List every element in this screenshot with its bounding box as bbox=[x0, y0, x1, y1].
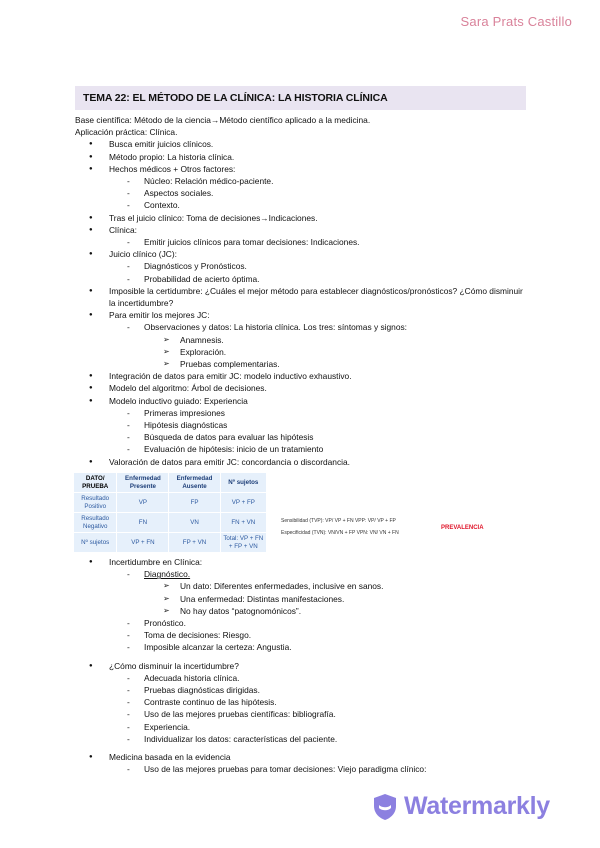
dash-item bbox=[75, 260, 530, 272]
arrow-item bbox=[75, 346, 530, 358]
arrow-item bbox=[75, 580, 530, 592]
table-header: DATO/ PRUEBA bbox=[74, 473, 117, 493]
text-line bbox=[75, 114, 530, 126]
bullet-item bbox=[75, 151, 530, 163]
line-text: Pronóstico. bbox=[144, 618, 186, 629]
dash-item bbox=[75, 617, 530, 629]
dash-item bbox=[75, 407, 530, 419]
line-text: Uso de las mejores pruebas científicas: bibliografía. bbox=[144, 709, 336, 720]
dash-item bbox=[75, 273, 530, 285]
table-cell: FN + VN bbox=[220, 513, 266, 533]
bullet-item bbox=[75, 309, 530, 321]
dash-item bbox=[75, 568, 530, 580]
table-header: Enfermedad Presente bbox=[117, 473, 169, 493]
line-text: Imposible la certidumbre: ¿Cuáles el mejor método para establecer diagnósticos/pronósticos? ¿Cómo disminuir la incertidumbre? bbox=[109, 285, 523, 309]
line-text: Diagnóstico. bbox=[144, 569, 191, 580]
line-text: Método propio: La historia clínica. bbox=[109, 151, 235, 162]
dash-item bbox=[75, 629, 530, 641]
table-header-row bbox=[74, 473, 267, 493]
line-text: Juicio clínico (JC): bbox=[109, 249, 177, 260]
arrow-item bbox=[75, 334, 530, 346]
line-text: Contraste continuo de las hipótesis. bbox=[144, 697, 277, 708]
line-text: ¿Cómo disminuir la incertidumbre? bbox=[109, 660, 239, 671]
notes-top bbox=[75, 114, 530, 468]
line-text: Búsqueda de datos para evaluar las hipótesis bbox=[144, 432, 314, 443]
line-text: Hipótesis diagnósticas bbox=[144, 420, 228, 431]
table-row bbox=[74, 513, 267, 533]
dash-item bbox=[75, 721, 530, 733]
dash-item bbox=[75, 431, 530, 443]
line-text: Contexto. bbox=[144, 200, 180, 211]
line-text: Exploración. bbox=[180, 346, 227, 357]
dash-item bbox=[75, 672, 530, 684]
bullet-item bbox=[75, 370, 530, 382]
line-text: Adecuada historia clínica. bbox=[144, 672, 240, 683]
line-text: Primeras impresiones bbox=[144, 407, 225, 418]
line-text: Un dato: Diferentes enfermedades, inclusive en sanos. bbox=[180, 581, 384, 592]
diagnostic-table bbox=[73, 472, 267, 553]
text-line bbox=[75, 126, 530, 138]
bullet-item bbox=[75, 224, 530, 236]
watermark bbox=[372, 792, 550, 821]
line-text: Incertidumbre en Clínica: bbox=[109, 557, 203, 567]
table-header: Nº sujetos bbox=[220, 473, 266, 493]
dash-item bbox=[75, 763, 530, 775]
dash-item bbox=[75, 733, 530, 745]
table-row bbox=[74, 493, 267, 513]
table-cell: FP bbox=[169, 493, 220, 513]
dash-item bbox=[75, 236, 530, 248]
bullet-item bbox=[75, 212, 530, 224]
arrow-item bbox=[75, 358, 530, 370]
dash-item bbox=[75, 187, 530, 199]
arrow-item bbox=[75, 605, 530, 617]
table-cell: Total: VP + FN + FP + VN bbox=[220, 533, 266, 553]
line-text: Aspectos sociales. bbox=[144, 188, 214, 199]
table-cell: FN bbox=[117, 513, 169, 533]
line-text: Diagnósticos y Pronósticos. bbox=[144, 261, 247, 272]
line-text: Una enfermedad: Distintas manifestaciones. bbox=[180, 593, 345, 604]
line-text: Imposible alcanzar la certeza: Angustia. bbox=[144, 642, 292, 653]
table-cell: FP + VN bbox=[169, 533, 220, 553]
line-text: Individualizar los datos: características del paciente. bbox=[144, 733, 338, 744]
watermark-text: Watermarkly bbox=[404, 792, 550, 820]
line-text: No hay datos “patognomónicos”. bbox=[180, 605, 302, 616]
page-title: TEMA 22: EL MÉTODO DE LA CLÍNICA: LA HISTORIA CLÍNICA bbox=[83, 92, 388, 104]
table-cell: Resultado Negativo bbox=[74, 513, 117, 533]
line-text: Toma de decisiones: Riesgo. bbox=[144, 630, 252, 641]
shield-icon bbox=[372, 793, 398, 821]
line-text: Modelo inductivo guiado: Experiencia bbox=[109, 395, 248, 406]
line-text: Probabilidad de acierto óptima. bbox=[144, 273, 260, 284]
line-text: Medicina basada en la evidencia bbox=[109, 752, 231, 763]
table-cell: VP + FN bbox=[117, 533, 169, 553]
dash-item bbox=[75, 443, 530, 455]
dash-item bbox=[75, 321, 530, 333]
formula-sensitivity: Sensibilidad (TVP): VP/ VP + FN VPP: VP/ VP + FP bbox=[281, 518, 396, 524]
line-text: Experiencia. bbox=[144, 721, 191, 732]
line-text: Modelo del algoritmo: Árbol de decisiones. bbox=[109, 383, 267, 394]
line-text: Uso de las mejores pruebas para tomar decisiones: Viejo paradigma clínico: bbox=[144, 764, 427, 775]
bullet-item bbox=[75, 138, 530, 150]
dash-item bbox=[75, 175, 530, 187]
dash-item bbox=[75, 684, 530, 696]
bullet-item bbox=[75, 751, 530, 763]
table-cell: Nº sujetos bbox=[74, 533, 117, 553]
bullet-item bbox=[75, 395, 530, 407]
line-text: Tras el juicio clínico: Toma de decisiones→Indicaciones. bbox=[109, 212, 318, 223]
line-text: Pruebas diagnósticas dirigidas. bbox=[144, 685, 260, 696]
table-cell: VP bbox=[117, 493, 169, 513]
bullet-item bbox=[75, 556, 530, 568]
line-text: Evaluación de hipótesis: inicio de un tratamiento bbox=[144, 444, 324, 455]
bullet-item bbox=[75, 163, 530, 175]
table-header: Enfermedad Ausente bbox=[169, 473, 220, 493]
line-text: Pruebas complementarias. bbox=[180, 359, 280, 370]
bullet-item bbox=[75, 285, 530, 309]
dash-item bbox=[75, 708, 530, 720]
arrow-item bbox=[75, 593, 530, 605]
formula-specificity: Especificidad (TVN): VN/VN + FP VPN: VN/ VN + FN bbox=[281, 530, 399, 536]
line-text: Observaciones y datos: La historia clínica. Los tres: síntomas y signos: bbox=[144, 322, 408, 333]
dash-item bbox=[75, 641, 530, 653]
line-text: Para emitir los mejores JC: bbox=[109, 310, 210, 321]
table-cell: VP + FP bbox=[220, 493, 266, 513]
line-text: Núcleo: Relación médico-paciente. bbox=[144, 176, 274, 187]
line-text: Emitir juicios clínicos para tomar decisiones: Indicaciones. bbox=[144, 237, 360, 248]
table-cell: Resultado Positivo bbox=[74, 493, 117, 513]
dash-item bbox=[75, 199, 530, 211]
notes-bottom bbox=[75, 556, 530, 775]
author-name: Sara Prats Castillo bbox=[460, 14, 572, 29]
line-text: Integración de datos para emitir JC: modelo inductivo exhaustivo. bbox=[109, 371, 352, 382]
line-text: Busca emitir juicios clínicos. bbox=[109, 139, 214, 150]
table-row bbox=[74, 533, 267, 553]
line-text: Clínica: bbox=[109, 224, 137, 235]
bullet-item bbox=[75, 660, 530, 672]
line-text: Aplicación práctica: Clínica. bbox=[75, 127, 178, 138]
bullet-item bbox=[75, 248, 530, 260]
line-text: Hechos médicos + Otros factores: bbox=[109, 163, 236, 174]
line-text: Valoración de datos para emitir JC: concordancia o discordancia. bbox=[109, 456, 350, 467]
dash-item bbox=[75, 419, 530, 431]
bullet-item bbox=[75, 382, 530, 394]
table-cell: VN bbox=[169, 513, 220, 533]
dash-item bbox=[75, 696, 530, 708]
line-text: Anamnesis. bbox=[180, 334, 224, 345]
bullet-item bbox=[75, 456, 530, 468]
prevalence-label: PREVALENCIA bbox=[441, 525, 484, 531]
title-bar bbox=[75, 86, 526, 110]
line-text: Base científica: Método de la ciencia→Método científico aplicado a la medicina. bbox=[75, 115, 371, 125]
